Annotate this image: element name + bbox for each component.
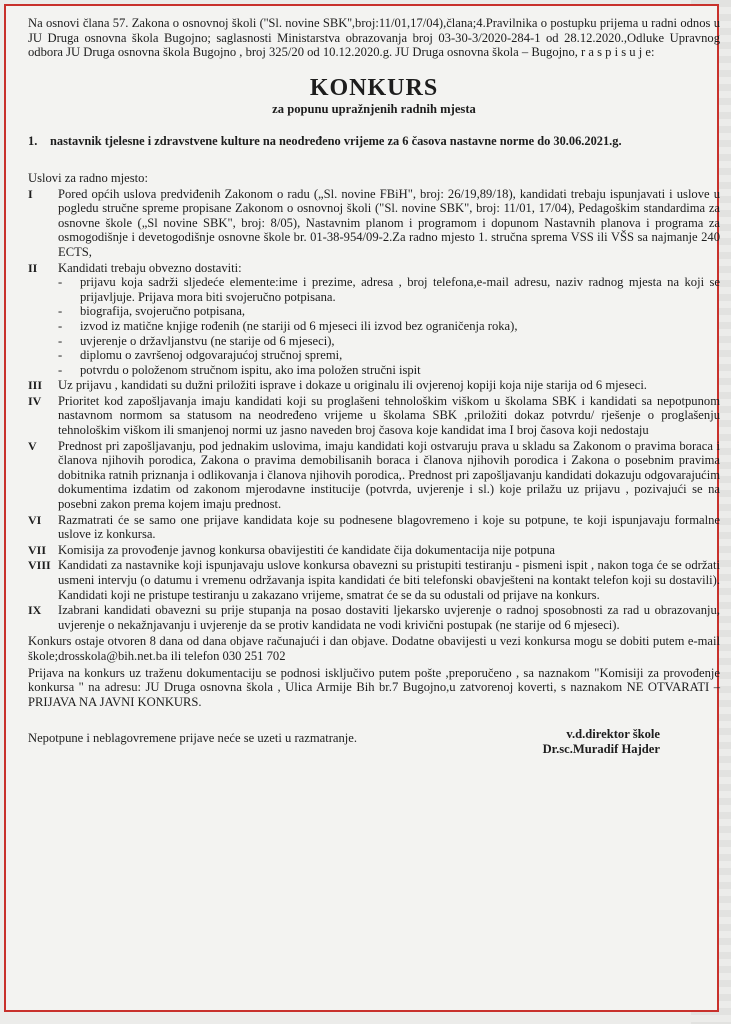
section-vi — [28, 513, 720, 542]
notice-title: KONKURS — [309, 74, 439, 101]
position-number: 1. — [28, 134, 38, 149]
list-item: - diplomu o završenoj odgovarajućoj stručnoj spremi, — [58, 348, 343, 363]
section-text: Prioritet kod zapošljavanja imaju kandidati koji su proglašeni tehnološkim viškom u školama SBK i kandidati sa nepotpunom nastavnom normom sa statusom na neodređeno vrijeme u školama SBK ,priložiti dokaz potvrdu/ rješenje o proglašenju tehnološkim viškom ili smanjenoj normi uz jasno naveden broj časova koje kandidat ima I broj časova koji nedostaju — [58, 393, 720, 438]
section-text: Pored općih uslova predviđenih Zakonom o radu („Sl. novine FBiH", broj: 26/19,89/18), kandidati trebaju ispunjavati i uslove u pogledu stručne spreme propisane Zakonom o osnovnoj školi ("Sl. novine SBK", broj: 11/01, 17/04), Pedagoškim standardima za osnovne škole („Sl novine SBK", broj: 8/05), Nastavnim planom i programom i dopunom Nastavnih planova i programa za osmogodišnje i devetogodišnje osnovne škole br. 01-38-954/09-2.Za radno mjesto 1. stručna sprema VSS ili VŠS sa najmanje 240 ECTS, — [58, 186, 720, 259]
notice-subtitle: za popunu upražnjenih radnih mjesta — [272, 101, 476, 116]
section-text: Kandidati za nastavnike koji ispunjavaju uslove konkursa obavezni su pristupiti testiranju - pismeni ispit , nakon toga će se održati usmeni intervju (o datumu i vremenu održavanja ispita kandidati će biti telefonski obavještenі na kontakt telefon koji su dostavili). Kandidati koji ne pristupe testiranju u zakazano vrijeme, smatrat će se da su odustali od prijave na konkurs. — [58, 558, 720, 602]
closing-paragraph: Prijava na konkurs uz traženu dokumentaciju se podnosi isključivo putem pošte ,preporučeno , sa naznakom "Komisiji za provođenje konkursa " na adresu: JU Druga osnovna škola , Ulica Armije Bih br.7 Bugojno,u zatvorenoj koverti, s naznakom NE OTVARATI – PRIJAVA NA JAVNI KONKURS. — [28, 665, 720, 709]
section-iii — [28, 378, 720, 393]
section-v — [28, 439, 720, 512]
section-i — [28, 187, 720, 260]
section-numeral: IV — [28, 393, 42, 408]
footer — [28, 727, 720, 757]
position-text: nastavnik tjelesne i zdravstvene kulture na neodređeno vrijeme za 6 časova nastavne norme do 30.06.2021.g. — [50, 134, 622, 149]
list-item: - izvod iz matične knjige rođenih (ne stariji od 6 mjeseci ili izvod bez ograničenja roka), — [58, 318, 518, 333]
section-text: Izabrani kandidati obavezni su prije stupanja na posao dostaviti ljekarsko uvjerenje o radnoj sposobnosti za rad u obrazovanju, uvjerenje o nekažnjavanju i uvjerenje da se protiv kandidata ne vodi krivični postupak (ne starije od 6 mjeseci). — [58, 603, 720, 632]
notice-content — [28, 16, 720, 757]
section-numeral: II — [28, 260, 38, 275]
footer-note: Nepotpune i neblagovremene prijave neće se uzeti u razmatranje. — [28, 731, 358, 746]
section-numeral: VII — [28, 542, 47, 557]
section-text: Prednost pri zapošljavanju, pod jednakim uslovima, imaju kandidati koji ostvaruju prava u skladu sa Zakonom o pravima boraca i članova njihovih porodica, Zakona o pravima demobilisanih boraca i članova njihovih porodica i Zakona o posebnim pravima dobitnika ratnih priznanja i odlikovanja i članova njihovih porodica,. Prednost pri zapošljavanju kandidati dokazuju odgovarajućim dokumentima izdatim od zakonom mjerodavne institucije (potvrda, uvjerenje i sl.) koje prilažu uz prijavu , pozivajući se na posebni zakon prema kojem imaju prednost. — [58, 438, 720, 512]
closing-paragraph: Konkurs ostaje otvoren 8 dana od dana objave računajući i dan objave. Dodatne obavijesti u vezi konkursa mogu se dobiti putem e-mail škole;drosskola@bih.net.ba ili telefon 030 251 702 — [28, 634, 720, 663]
intro-paragraph: Na osnovi člana 57. Zakona o osnovnoj školi (''Sl. novine SBK'',broj:11/01,17/04),člana;4.Pravilnika o postupku prijema u radni odnos u JU Druga osnovna škola Bugojno; saglasnosti Ministarstva obrazovanja broj 03-30-3/2020-284-1 od 28.12.2020.,Odluke Upravnog odbora JU Druga osnovna škola Bugojno , broj 325/20 od 10.12.2020.g. JU Druga osnovna škola – Bugojno, r a s p i s u j e: — [28, 16, 720, 60]
list-item: - uvjerenje o državljanstvu (ne starije od 6 mjeseci), — [58, 333, 335, 348]
section-vii — [28, 543, 720, 558]
signature-block — [543, 727, 720, 757]
section-body — [58, 261, 720, 378]
section-ix — [28, 603, 720, 632]
signature-name: Dr.sc.Muradif Hajder — [542, 742, 660, 757]
signature-role: v.d.direktor škole — [566, 727, 660, 742]
section-numeral: III — [28, 378, 43, 393]
section-text: Kandidati trebaju obvezno dostaviti: — [58, 260, 242, 275]
section-numeral: V — [28, 438, 37, 453]
documents-list — [58, 275, 720, 377]
list-item: - potvrdu o položenom stručnom ispitu, ako ima položen stručni ispit — [58, 362, 421, 377]
notice-frame — [4, 4, 719, 1012]
list-item: - prijavu koja sadrži sljedeće elemente:ime i prezime, adresa , broj telefona,e-mail adresu, naziv radnog mjesta na koji se prijavljuje. Prijava mora biti svojeručno potpisana. — [58, 275, 720, 304]
conditions-heading: Uslovi za radno mjesto: — [28, 170, 148, 185]
section-text: Komisija za provođenje javnog konkursa obavijestiti će kandidate čija dokumentacija nije potpuna — [58, 542, 555, 557]
section-iv — [28, 394, 720, 438]
section-numeral: IX — [28, 603, 42, 618]
job-position — [28, 134, 720, 149]
section-ii — [28, 261, 720, 378]
section-viii — [28, 558, 720, 602]
section-numeral: VI — [28, 512, 42, 527]
section-text: Uz prijavu , kandidati su dužni priložiti isprave i dokaze u originalu ili ovjerenoj kopiji koja nije starija od 6 mjeseci. — [58, 378, 647, 393]
section-text: Razmatrati će se samo one prijave kandidata koje su podnesene blagovremeno i koje su potpune, te koji ispunjavaju formalne uslove iz konkursa. — [58, 512, 720, 542]
list-item: - biografija, svojeručno potpisana, — [58, 304, 246, 319]
section-numeral: I — [28, 186, 33, 201]
section-numeral: VIII — [28, 558, 51, 573]
